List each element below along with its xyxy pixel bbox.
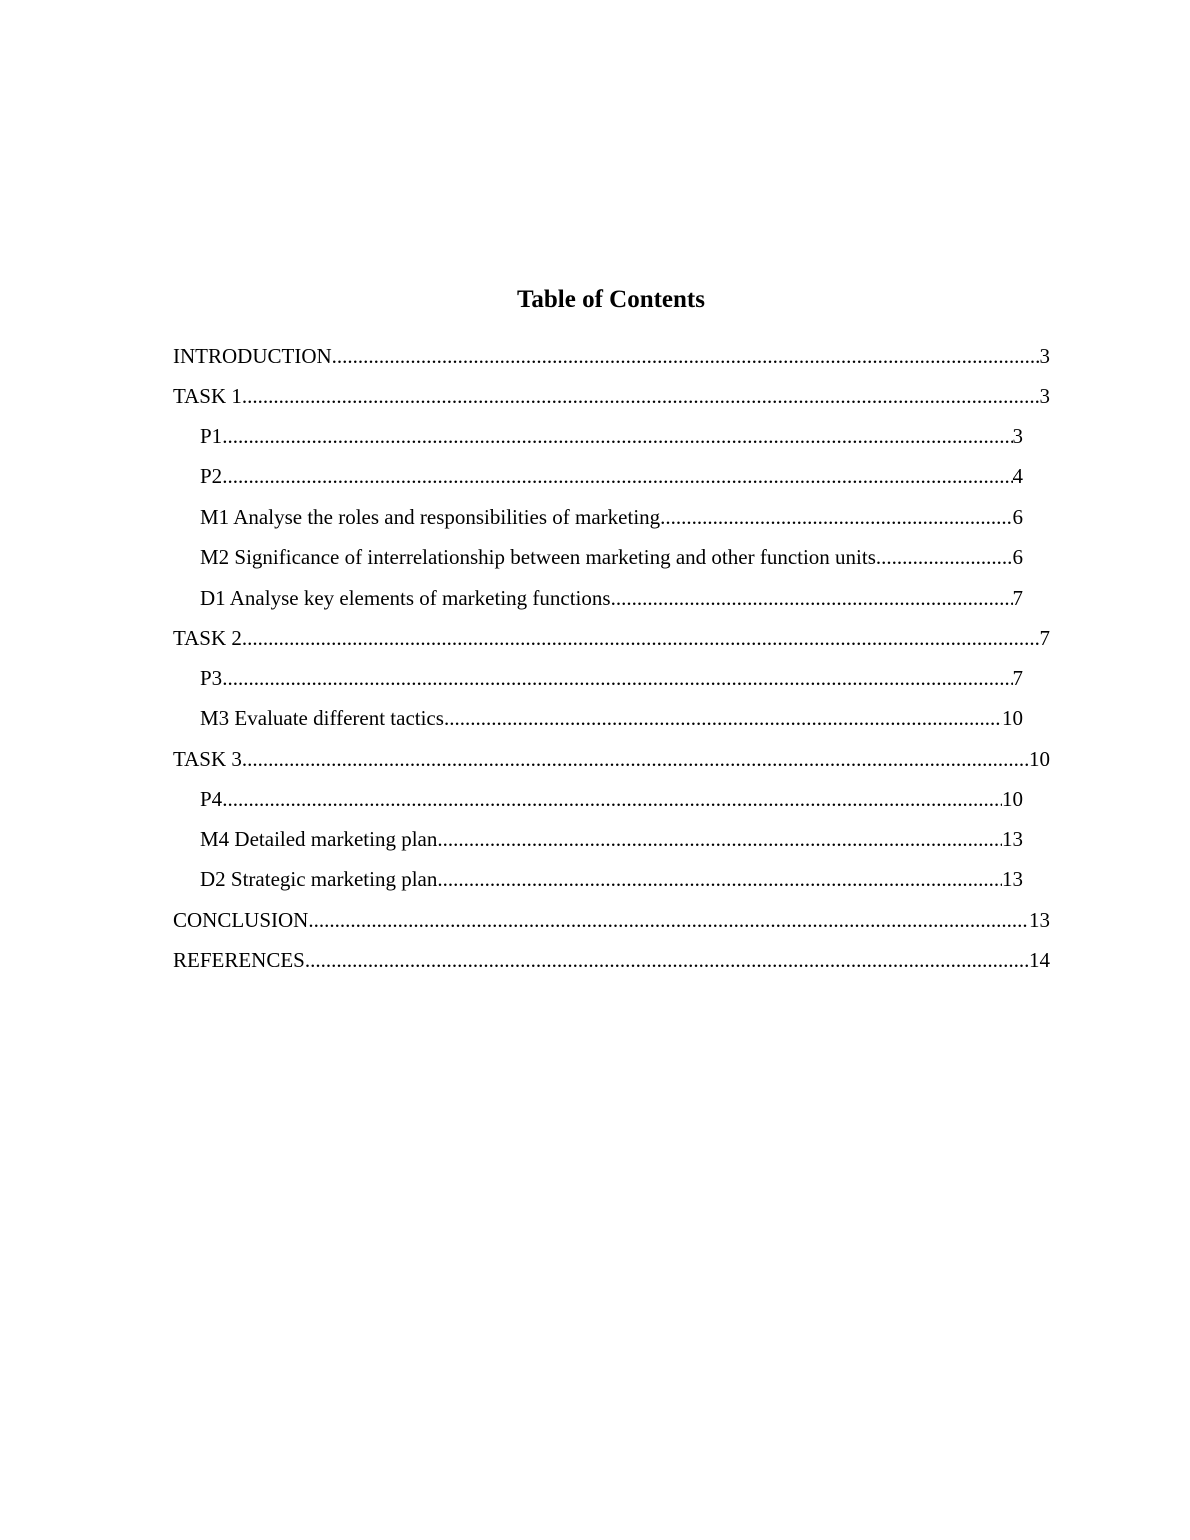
toc-entry-label: M3 Evaluate different tactics <box>200 706 444 730</box>
toc-entry-task-1[interactable] <box>173 376 1050 416</box>
toc-entry-page: 7 <box>1039 626 1050 650</box>
toc-entry-m3[interactable] <box>200 698 1023 738</box>
toc-dot-leader <box>437 819 1002 859</box>
toc-entry-p2[interactable] <box>200 456 1023 496</box>
toc-entry-page: 6 <box>1012 505 1023 529</box>
toc-dot-leader <box>876 537 1013 577</box>
toc-entry-label: TASK 1 <box>173 384 242 408</box>
toc-entry-page: 3 <box>1012 424 1023 448</box>
toc-dot-leader <box>222 416 1012 456</box>
toc-dot-leader <box>222 456 1012 496</box>
toc-entry-page: 13 <box>1002 867 1023 891</box>
toc-entry-label: D1 Analyse key elements of marketing functions <box>200 586 611 610</box>
toc-dot-leader <box>222 779 1002 819</box>
toc-entry-m1[interactable] <box>200 497 1023 537</box>
toc-entry-p1[interactable] <box>200 416 1023 456</box>
toc-entry-page: 3 <box>1039 384 1050 408</box>
toc-entry-label: CONCLUSION <box>173 908 309 932</box>
toc-entry-label: M2 Significance of interrelationship between marketing and other function units <box>200 545 876 569</box>
toc-dot-leader <box>242 376 1040 416</box>
toc-dot-leader <box>611 578 1013 618</box>
toc-entry-label: P3 <box>200 666 223 690</box>
toc-dot-leader <box>444 698 1002 738</box>
toc-entry-p4[interactable] <box>200 779 1023 819</box>
toc-entry-conclusion[interactable] <box>173 900 1050 940</box>
toc-entry-p3[interactable] <box>200 658 1023 698</box>
toc-entry-page: 3 <box>1039 344 1050 368</box>
toc-entry-label: P4 <box>200 787 223 811</box>
toc-entry-page: 6 <box>1012 545 1023 569</box>
toc-dot-leader <box>308 900 1029 940</box>
toc-dot-leader <box>222 658 1012 698</box>
toc-entry-task-2[interactable] <box>173 618 1050 658</box>
toc-entry-page: 7 <box>1012 666 1023 690</box>
toc-entry-label: INTRODUCTION <box>173 344 332 368</box>
toc-entry-d1[interactable] <box>200 578 1023 618</box>
toc-entry-label: M4 Detailed marketing plan <box>200 827 438 851</box>
toc-entry-label: TASK 3 <box>173 747 242 771</box>
toc-entry-label: M1 Analyse the roles and responsibilities of marketing <box>200 505 661 529</box>
toc-dot-leader <box>332 336 1040 376</box>
toc-entry-label: P2 <box>200 464 223 488</box>
toc-entry-page: 4 <box>1012 464 1023 488</box>
toc-entry-introduction[interactable] <box>173 336 1050 376</box>
toc-entry-page: 13 <box>1029 908 1050 932</box>
toc-entry-task-3[interactable] <box>173 739 1050 779</box>
toc-entry-label: D2 Strategic marketing plan <box>200 867 438 891</box>
toc-entry-m2[interactable] <box>200 537 1023 577</box>
toc-entry-page: 10 <box>1002 787 1023 811</box>
toc-dot-leader <box>242 618 1040 658</box>
toc-entry-d2[interactable] <box>200 859 1023 899</box>
toc-entry-page: 13 <box>1002 827 1023 851</box>
toc-entry-page: 10 <box>1002 706 1023 730</box>
toc-dot-leader <box>242 739 1029 779</box>
toc-entry-m4[interactable] <box>200 819 1023 859</box>
toc-dot-leader <box>437 859 1002 899</box>
toc-entry-label: REFERENCES <box>173 948 305 972</box>
toc-entry-references[interactable] <box>173 940 1050 980</box>
toc-entry-page: 7 <box>1012 586 1023 610</box>
toc-entry-label: P1 <box>200 424 223 448</box>
toc-dot-leader <box>660 497 1012 537</box>
toc-entry-label: TASK 2 <box>173 626 242 650</box>
toc-entry-page: 14 <box>1029 948 1050 972</box>
toc-dot-leader <box>305 940 1029 980</box>
toc-title: Table of Contents <box>517 286 705 313</box>
toc-entry-page: 10 <box>1029 747 1050 771</box>
